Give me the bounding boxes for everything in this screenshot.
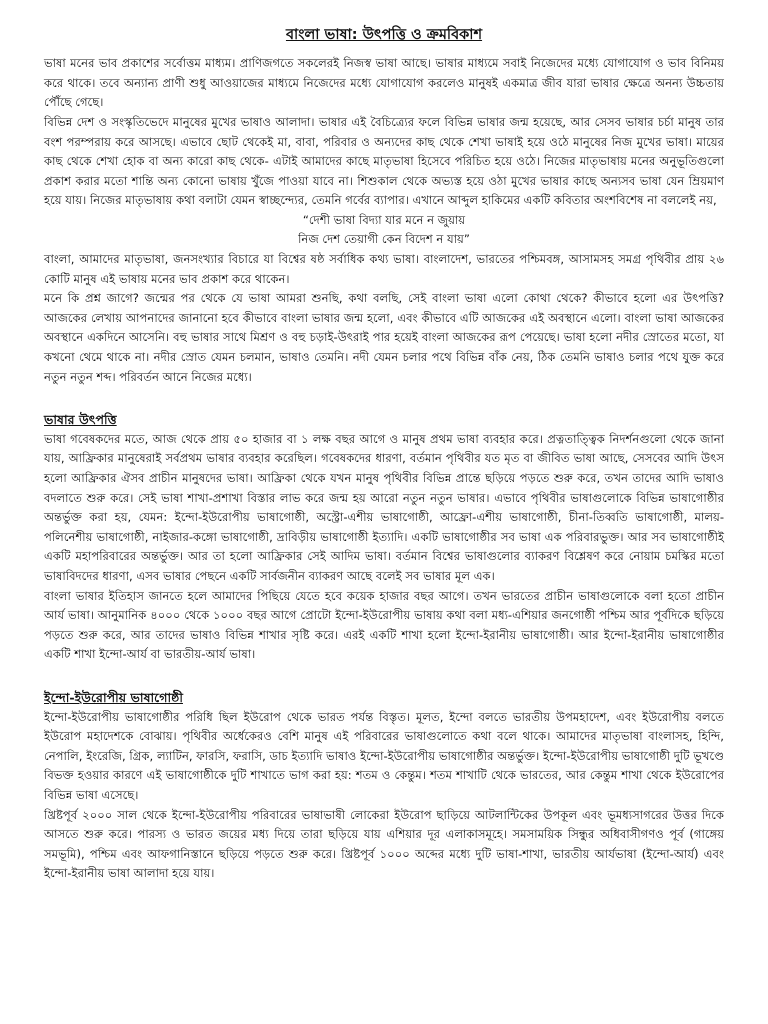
document-title: বাংলা ভাষা: উৎপত্তি ও ক্রমবিকাশ [285, 27, 483, 43]
poem-line-1: “দেশী ভাষা বিদ্যা যার মনে ন জুয়ায় [302, 212, 466, 227]
intro-paragraph-2: বিভিন্ন দেশ ও সংস্কৃতিভেদে মানুষের মুখের ভাষাও আলাদা। ভাষার এই বৈচিত্র্যের ফলে বিভিন্ন ভাষার জন্ম হয়েছে, আর সেসব ভাষার চর্চা মানুষ তার বংশ পরম্পরায় করে আসছে। এভাবে ছোট থেকেই মা, বাবা, পরিবার ও অন্যদের কাছ থেকে শেখা ভাষাই হয়ে ওঠে মানুষের নিজ মুখের ভাষা। মায়ের কাছ থেকে শেখা হোক বা অন্য কারো কাছ থেকে- এটাই আমাদের কাছে মাতৃভাষা হিসেবে পরিচিত হয়ে ওঠে। নিজের মাতৃভাষায় মনের অনুভূতিগুলো প্রকাশ করার মতো শান্তি অন্য কোনো ভাষায় খুঁজে পাওয়া যাবে না। শিশুকাল থেকে অভ্যস্ত হয়ে ওঠা মুখের ভাষার কাছে অন্যসব ভাষা যেন ম্রিয়মাণ হয়ে যায়। নিজের মাতৃভাষায় কথা বলাটা যেমন স্বাচ্ছন্দ্যের, তেমনি গর্বের ব্যাপার। এখানে আব্দুল হাকিমের একটি কবিতার অংশবিশেষ না বললেই নয়, [44, 114, 724, 208]
section-heading-indo-european: ইন্দো-ইউরোপীয় ভাষাগোষ্ঠী [44, 689, 183, 705]
indo-european-paragraph-2: খ্রিষ্টপূর্ব ২০০০ সাল থেকে ইন্দো-ইউরোপীয় পরিবারের ভাষাভাষী লোকেরা ইউরোপ ছাড়িয়ে আটলান্টিকের উপকূল এবং ভূমধ্যসাগরের উত্তর দিকে আসতে শুরু করে। পারস্য ও ভারত জয়ের মধ্য দিয়ে তারা ছড়িয়ে যায় এশিয়ার দূর এলাকাসমূহে। সমসাময়িক সিন্ধুর অধিবাসীগণও পূর্ব (গাঙ্গেয় সমভূমি), পশ্চিম এবং আফগানিস্তানে ছড়িয়ে পড়তে শুরু করে। খ্রিষ্টপূর্ব ১০০০ অব্দের মধ্যে দুটি ভাষা-শাখা, ভারতীয় আর্যভাষা (ইন্দো-আর্য) এবং ইন্দো-ইরানীয় ভাষা আলাদা হয়ে যায়। [44, 807, 724, 881]
origin-paragraph-2: বাংলা ভাষার ইতিহাস জানতে হলে আমাদের পিছিয়ে যেতে হবে কয়েক হাজার বছর আগে। তখন ভারতের প্রাচীন ভাষাগুলোকে বলা হতো প্রাচীন আর্য ভাষা। আনুমানিক ৪০০০ থেকে ১০০০ বছর আগে প্রোটো ইন্দো-ইউরোপীয় ভাষায় কথা বলা মধ্য-এশিয়ার জনগোষ্ঠী পশ্চিম আর পূর্বদিকে ছড়িয়ে পড়তে শুরু করে, আর তাদের ভাষাও বিভিন্ন শাখার সৃষ্টি করে। এরই একটি শাখা হলো ইন্দো-ইরানীয় ভাষাগোষ্ঠী। আর ইন্দো-ইরানীয় ভাষাগোষ্ঠীর একটি শাখা ইন্দো-আর্য বা ভারতীয়-আর্য ভাষা। [44, 588, 724, 662]
poem-line-2: নিজ দেশ তেয়াগী কেন বিদেশ ন যায়” [298, 232, 470, 247]
indo-european-paragraph-1: ইন্দো-ইউরোপীয় ভাষাগোষ্ঠীর পরিধি ছিল ইউরোপ থেকে ভারত পর্যন্ত বিস্তৃত। মূলত, ইন্দো বলতে ভারতীয় উপমহাদেশ, এবং ইউরোপীয় বলতে ইউরোপ মহাদেশকে বোঝায়। পৃথিবীর অর্ধেকেরও বেশি মানুষ এই পরিবারের ভাষাগুলোতে কথা বলে থাকে। আমাদের মাতৃভাষা বাংলাসহ, হিন্দি, নেপালি, ইংরেজি, গ্রিক, ল্যাটিন, ফারসি, ফরাসি, ডাচ ইত্যাদি ভাষাও ইন্দো-ইউরোপীয় ভাষাগোষ্ঠীর অন্তর্ভুক্ত। ইন্দো-ইউরোপীয় ভাষাগোষ্ঠী দুটি ভূখণ্ডে বিভক্ত হওয়ার কারণে এই ভাষাগোষ্ঠীকে দুটি শাখাতে ভাগ করা হয়: শতম ও কেন্তুম। শতম শাখাটি থেকে ভারতের, আর কেন্তুম শাখা থেকে ইউরোপের বিভিন্ন ভাষা এসেছে। [44, 709, 724, 802]
bangla-speakers-paragraph: বাংলা, আমাদের মাতৃভাষা, জনসংখ্যার বিচারে যা বিশ্বের ষষ্ঠ সর্বাধিক কথ্য ভাষা। বাংলাদেশ, ভারতের পশ্চিমবঙ্গ, আসামসহ সমগ্র পৃথিবীর প্রায় ২৬ কোটি মানুষ এই ভাষায় মনের ভাব প্রকাশ করে থাকেন। [44, 252, 724, 286]
question-paragraph: মনে কি প্রশ্ন জাগে? জন্মের পর থেকে যে ভাষা আমরা শুনছি, কথা বলছি, সেই বাংলা ভাষা এলো কোথা থেকে? কীভাবে হলো এর উৎপত্তি? আজকের লেখায় আপনাদের জানানো হবে কীভাবে বাংলা ভাষার জন্ম হলো, এবং কীভাবে এটি আজকের এই অবস্থানে এলো। বাংলা ভাষা আজকের অবস্থানে একদিনে আসেনি। বহু ভাষার সাথে মিশ্রণ ও বহু চড়াই-উৎরাই পার হয়েই বাংলা আজকের রূপ পেয়েছে। ভাষা হলো নদীর স্রোতের মতো, যা কখনো থেমে থাকে না। নদীর স্রোত যেমন চলমান, ভাষাও তেমনি। নদী যেমন চলার পথে বিভিন্ন বাঁক নেয়, ঠিক তেমনি ভাষাও চলার পথে যুক্ত করে নতুন নতুন শব্দ। পরিবর্তন আনে নিজের মধ্যে। [44, 291, 724, 384]
origin-paragraph-1: ভাষা গবেষকদের মতে, আজ থেকে প্রায় ৫০ হাজার বা ১ লক্ষ বছর আগে ও মানুষ প্রথম ভাষা ব্যবহার করে। প্রত্নতাত্ত্বিক নিদর্শনগুলো থেকে জানা যায়, আফ্রিকার মানুষেরাই সর্বপ্রথম ভাষার ব্যবহার করেছিল। গবেষকদের ধারণা, বর্তমান পৃথিবীর যত মৃত বা জীবিত ভাষা আছে, সেসবের আদি উৎস হলো আফ্রিকার ঐসব প্রাচীন মানুষদের ভাষা। আফ্রিকা থেকে যখন মানুষ পৃথিবীর বিভিন্ন প্রান্তে ছড়িয়ে পড়তে শুরু করে, তখন তাদের আদি ভাষাও বদলাতে শুরু করে। সেই ভাষা শাখা-প্রশাখা বিস্তার লাভ করে জন্ম হয় আরো নতুন নতুন ভাষার। এভাবে পৃথিবীর ভাষাগুলোকে বিভিন্ন ভাষাগোষ্ঠীর অন্তর্ভুক্ত করা হয়, যেমন: ইন্দো-ইউরোপীয় ভাষাগোষ্ঠী, অস্ট্রো-এশীয় ভাষাগোষ্ঠী, আফ্রো-এশীয় ভাষাগোষ্ঠী, চীনা-তিব্বতি ভাষাগোষ্ঠী, মালয়-পলিনেশীয় ভাষাগোষ্ঠী, নাইজার-কঙ্গো ভাষাগোষ্ঠী, দ্রাবিড়ীয় ভাষাগোষ্ঠী ইত্যাদি। একটি ভাষাগোষ্ঠীর সব ভাষা এক পরিবারভুক্ত। আর সব ভাষাগোষ্ঠীই একটি মহাপরিবারের অন্তর্ভুক্ত। আর তা হলো আফ্রিকার সেই আদিম ভাষা। বর্তমান বিশ্বের ভাষাগুলোর ব্যাকরণ বিশ্লেষণ করে নোয়াম চমস্কির মতো ভাষাবিদদের ধারণা, এসব ভাষার পেছনে একটি সার্বজনীন ব্যাকরণ আছে বলেই সব ভাষার মূল এক। [44, 431, 724, 583]
intro-paragraph-1: ভাষা মনের ভাব প্রকাশের সর্বোত্তম মাধ্যম। প্রাণিজগতে সকলেরই নিজস্ব ভাষা আছে। ভাষার মাধ্যমে সবাই নিজেদের মধ্যে যোগাযোগ ও ভাব বিনিময় করে থাকে। তবে অন্যান্য প্রাণী শুধু আওয়াজের মাধ্যমে নিজেদের মধ্যে যোগাযোগ করলেও মানুষই একমাত্র জীব যারা ভাষার ক্ষেত্রে অনন্য উচ্চতায় পৌঁছে গেছে। [44, 56, 724, 110]
section-heading-origin: ভাষার উৎপত্তি [44, 412, 117, 428]
